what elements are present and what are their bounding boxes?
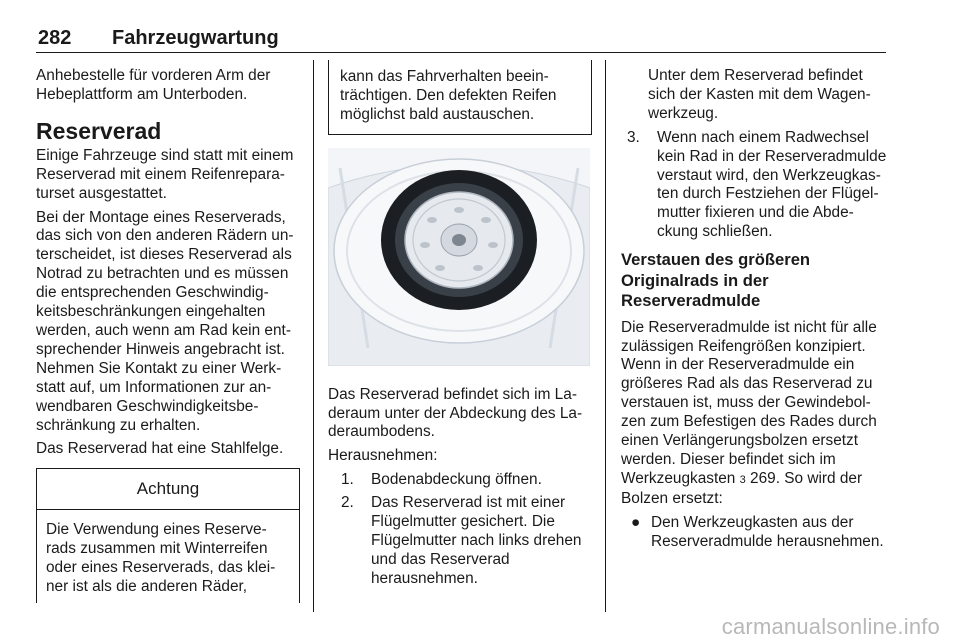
- paragraph: Das Reserverad befindet sich im Laderaum unter der Abdeckung des Laderaumbodens.: [328, 385, 583, 441]
- bullet-icon: ●: [631, 513, 641, 531]
- bullet-list: [621, 514, 887, 552]
- column-divider-1: [313, 60, 314, 612]
- intro-text: Anhebestelle für vorderen Arm der Hebeplattform am Unterboden.: [36, 67, 271, 103]
- chapter-title: Fahrzeugwartung: [112, 27, 279, 49]
- paragraph: Das Reserverad hat eine Stahlfelge.: [36, 440, 284, 458]
- column-divider-2: [605, 60, 606, 612]
- removal-steps-cont: [627, 129, 887, 242]
- warning-box-continued: [328, 60, 592, 135]
- warning-text-continued: kann das Fahrverhalten beeinträchtigen. Den defekten Reifen möglichst bald austauschen.: [340, 68, 557, 123]
- list-item: 3. Wenn nach einem Radwechsel kein Rad in der Reserveradmulde verstaut wird, den Werkzeugkasten durch Festziehen der Flügelmutter fixieren und die Abdeckung schließen.: [627, 128, 887, 241]
- list-item: 2. Das Reserverad ist mit einer Flügelmutter gesichert. Die Flügelmutter nach links drehen und das Reserverad herausnehmen.: [341, 494, 582, 587]
- paragraph: Herausnehmen:: [328, 447, 438, 465]
- list-item: 1. Bodenabdeckung öffnen.: [341, 471, 542, 489]
- removal-steps: [341, 471, 592, 588]
- section-heading-reserverad: Reserverad: [36, 117, 162, 144]
- column-3: [621, 67, 887, 556]
- paragraph: Bei der Montage eines Reserverads, das sich von den anderen Rädern unterscheidet, ist dieses Reserverad als Notrad zu betrachten und es müssen die entsprechenden Geschwindigkeitsbeschränkungen eingehalten werden, auch wenn am Rad kein entsprechender Hinweis angebracht ist. Nehmen Sie Kontakt zu einer Werkstatt auf, um Informationen zur anwendbaren Geschwindigkeitsbeschränkung zu erhalten.: [36, 208, 294, 434]
- warning-title: Achtung: [37, 469, 299, 510]
- page-number: 282: [38, 27, 72, 49]
- column-1: [36, 67, 300, 603]
- warning-text: Die Verwendung eines Reserverads zusammen mit Winterreifen oder eines Reserverads, das kleiner ist als die anderen Räder,: [46, 521, 276, 596]
- paragraph: Einige Fahrzeuge sind statt mit einem Reserverad mit einem Reifenreparaturset ausgestattet.: [36, 146, 294, 202]
- warning-box: [36, 468, 300, 603]
- paragraph: Unter dem Reserverad befindet sich der Kasten mit dem Wagenwerkzeug.: [648, 67, 871, 122]
- subheading: Verstauen des größeren Originalrads in der Reserveradmulde: [621, 250, 811, 311]
- list-item: ● Den Werkzeugkasten aus der Reserveradmulde herausnehmen.: [631, 513, 884, 550]
- watermark: carmanualsonline.info: [721, 614, 940, 639]
- header-rule: [36, 52, 886, 53]
- page-reference-arrow-icon: 3: [739, 473, 746, 486]
- spare-wheel-illustration: [328, 148, 590, 366]
- page-header: [38, 26, 279, 50]
- column-2: [328, 60, 592, 593]
- paragraph: Die Reserveradmulde ist nicht für alle zulässigen Reifengrößen konzipiert. Wenn in der Reserveradmulde ein größeres Rad als das Reserverad zu verstauen ist, muss der Gewindebolzen zum Befestigen des Rades durch einen Verlängerungsbolzen ersetzt werden. Dieser befindet sich im Werkzeugkasten 3 269. So wird der Bolzen ersetzt:: [621, 318, 877, 507]
